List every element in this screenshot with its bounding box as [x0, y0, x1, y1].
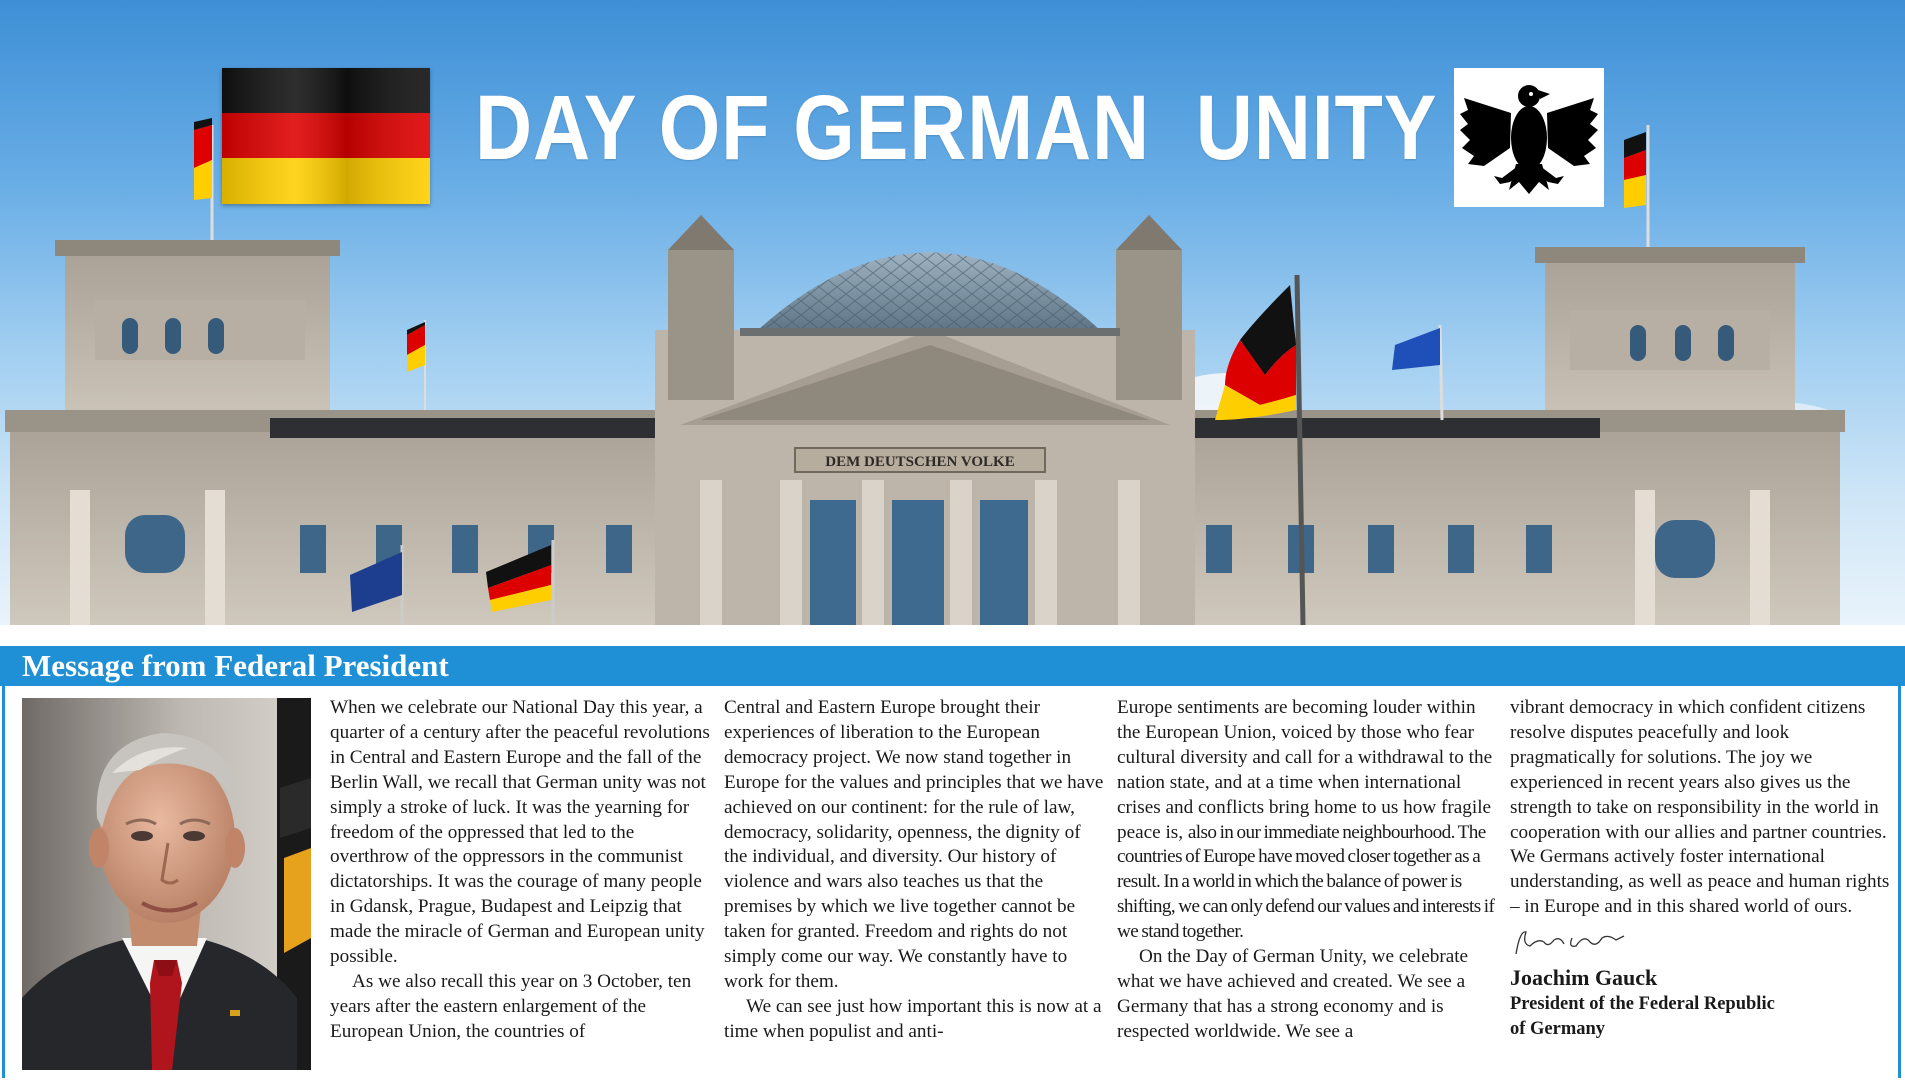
- banner-title: DAY OF GERMAN UNITY: [475, 77, 1438, 179]
- signer-title: [1510, 992, 1890, 1042]
- paragraph: On the Day of German Unity, we celebrate what we have achieved and created. We see a Germany that has a strong economy and is respected worldwide. We see a: [1117, 946, 1469, 1042]
- paragraph: vibrant democracy in which confident citizens resolve disputes peacefully and look pragmatically for solutions. The joy we experienced in recent years also gives us the strength to take on responsibility in the world in cooperation with our allies and partner countries. We Germans actively foster international understanding, as well as peace and human rights – in Europe and in this shared world of ours.: [1510, 697, 1890, 918]
- paragraph: [1117, 696, 1497, 945]
- federal-eagle-icon: [1454, 68, 1604, 207]
- article-column-4: [1510, 696, 1890, 1042]
- president-portrait: [22, 698, 311, 1070]
- paragraph: As we also recall this year on 3 October, ten years after the eastern enlargement of the European Union, the countries of: [330, 970, 692, 1042]
- german-flag-icon: [222, 68, 430, 204]
- inscription-text: DEM DEUTSCHEN VOLKE: [825, 454, 1015, 470]
- signature-icon: [1510, 924, 1630, 962]
- paragraph: We can see just how important this is now at a time when populist and anti-: [724, 995, 1102, 1042]
- paragraph-text: Europe sentiments are becoming louder within the European Union, voiced by those who fear cultural diversity and call for a withdrawal to the nation state, and at a time when international crises and conflicts bring home to us how fragile peace is,: [1117, 697, 1493, 843]
- article-column-3: [1117, 696, 1497, 1045]
- paragraph: Central and Eastern Europe brought their experiences of liberation to the European democracy project. We now stand together in Europe for the values and principles that we have achieved on our continent: for the rule of law, democracy, solidarity, openness, the dignity of the individual, and diversity. Our history of violence and wars also teaches us that the premises by which we live together cannot be taken for granted. Freedom and rights do not simply come our way. We constantly have to work for them.: [724, 697, 1104, 992]
- article-column-1: [330, 696, 710, 1045]
- signer-title-line: of Germany: [1510, 1019, 1606, 1040]
- paragraph-text-condensed: also in our immediate neighbourhood. The countries of Europe have moved closer together as a result. In a world in which the balance of power is shifting, we can only defend our values and interests if we stand together.: [1117, 821, 1495, 943]
- article-column-2: [724, 696, 1104, 1045]
- paragraph: When we celebrate our National Day this year, a quarter of a century after the peaceful revolutions in Central and Eastern Europe and the fall of the Berlin Wall, we recall that German unity was not simply a stroke of luck. It was the yearning for freedom of the oppressed that led to the overthrow of the oppressors in the communist dictatorships. It was the courage of many people in Gdansk, Prague, Budapest and Leipzig that made the miracle of German and European unity possible.: [330, 697, 710, 968]
- signer-name: Joachim Gauck: [1510, 965, 1658, 991]
- signer-title-line: President of the Federal Republic: [1510, 994, 1775, 1015]
- section-title: Message from Federal President: [22, 648, 449, 683]
